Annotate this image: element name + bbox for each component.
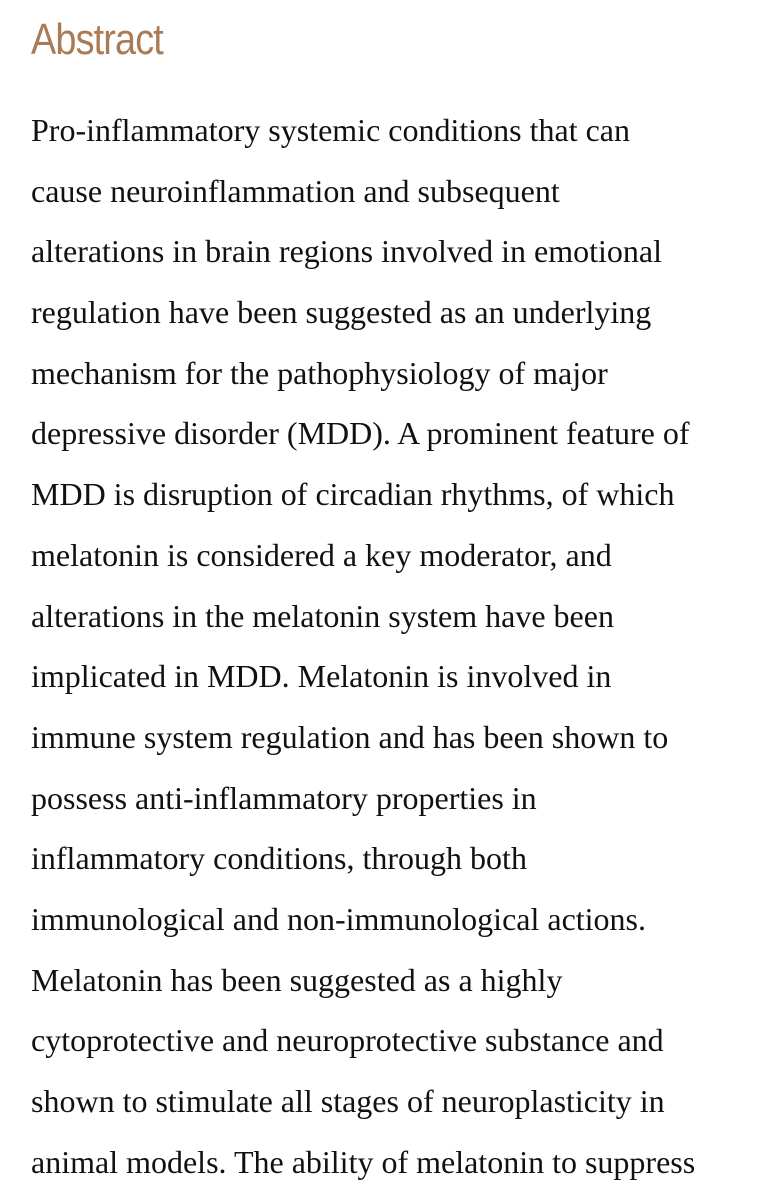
abstract-line: Melatonin has been suggested as a highly (31, 961, 563, 998)
abstract-line: cytoprotective and neuroprotective substance and (31, 1022, 664, 1059)
abstract-line: implicated in MDD. Melatonin is involved in (31, 658, 612, 695)
abstract-line: alterations in the melatonin system have been (31, 597, 614, 634)
abstract-line: depressive disorder (MDD). A prominent feature of (31, 415, 690, 452)
abstract-body (31, 100, 771, 1192)
abstract-line: melatonin is considered a key moderator, and (31, 536, 612, 573)
abstract-line: shown to stimulate all stages of neuroplasticity in (31, 1083, 665, 1119)
abstract-line: MDD is disruption of circadian rhythms, of which (31, 476, 675, 513)
abstract-line: possess anti-inflammatory properties in (31, 779, 537, 816)
abstract-line: immune system regulation and has been shown to (31, 718, 669, 755)
abstract-heading: Abstract (31, 15, 163, 64)
abstract-line: regulation have been suggested as an underlying (31, 294, 652, 331)
abstract-line: animal models. The ability of melatonin to suppress (31, 1143, 696, 1180)
abstract-line: inflammatory conditions, through both (31, 840, 527, 877)
abstract-line: alterations in brain regions involved in emotional (31, 233, 662, 270)
abstract-line: mechanism for the pathophysiology of major (31, 354, 608, 391)
abstract-line: immunological and non-immunological actions. (31, 900, 646, 937)
abstract-line: cause neuroinflammation and subsequent (31, 172, 560, 209)
abstract-line: Pro-inflammatory systemic conditions that can (31, 112, 630, 148)
